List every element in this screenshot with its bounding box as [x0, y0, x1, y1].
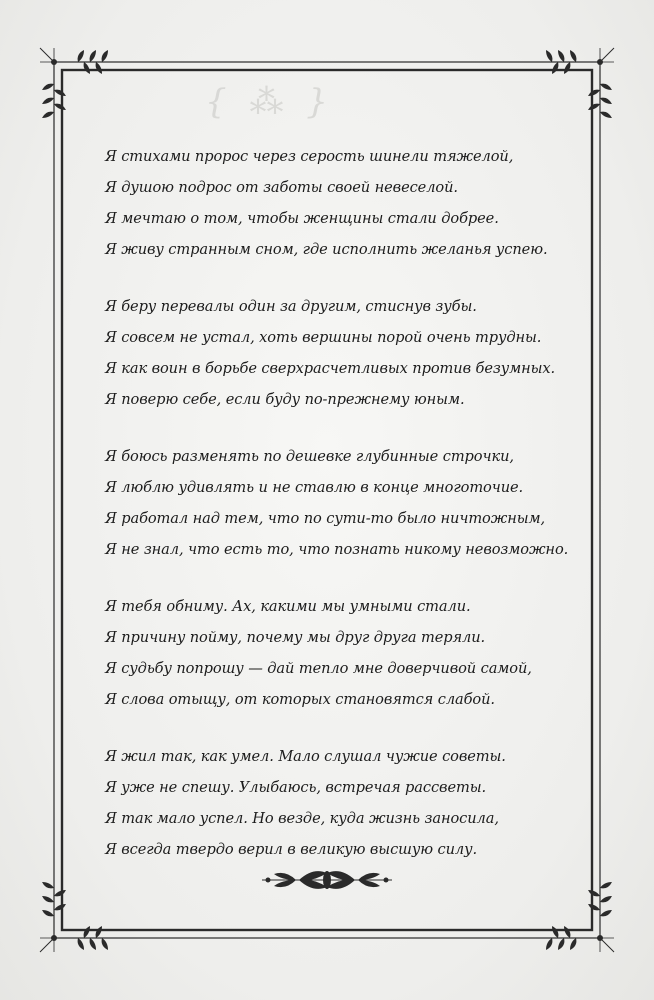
- stanza: [105, 441, 575, 565]
- stanza: [105, 141, 575, 265]
- poem-line: Я поверю себе, если буду по-прежнему юным.: [105, 391, 465, 408]
- poem-line: Я слова отыщу, от которых становятся слабой.: [105, 691, 495, 708]
- poem-line: Я как воин в борьбе сверхрасчетливых против безумных.: [105, 360, 556, 377]
- corner-leaf-top-right: [546, 50, 612, 118]
- poem-line: Я живу странным сном, где исполнить желанья успею.: [105, 241, 548, 258]
- poem-line: Я не знал, что есть то, что познать никому невозможно.: [105, 541, 569, 558]
- poem-line: Я уже не спешу. Улыбаюсь, встречая рассветы.: [105, 779, 487, 796]
- poem-line: Я судьбу попрошу — дай тепло мне доверчивой самой,: [105, 660, 532, 677]
- poem-line: Я беру перевалы один за другим, стиснув зубы.: [105, 298, 477, 315]
- poem-line: Я совсем не устал, хоть вершины порой очень трудны.: [105, 329, 542, 346]
- stanza: [105, 741, 575, 865]
- poem-line: Я стихами пророс через серость шинели тяжелой,: [105, 148, 514, 165]
- poem-line: Я люблю удивлять и не ставлю в конце многоточие.: [105, 479, 524, 496]
- stanza: [105, 291, 575, 415]
- poem-line: Я боюсь разменять по дешевке глубинные строчки,: [105, 448, 514, 465]
- poem-line: Я работал над тем, что по сути-то было ничтожным,: [105, 510, 546, 527]
- poem-line: Я причину пойму, почему мы друг друга теряли.: [105, 629, 486, 646]
- poem-line: Я всегда твердо верил в великую высшую силу.: [105, 841, 478, 858]
- poem-line: Я тебя обниму. Ах, какими мы умными стали.: [105, 598, 471, 615]
- bleed-through-text: { ⁂ }: [205, 82, 334, 122]
- poem-line: Я мечтаю о том, чтобы женщины стали добрее.: [105, 210, 499, 227]
- poem-line: Я душою подрос от заботы своей невеселой.: [105, 179, 458, 196]
- stanza: [105, 591, 575, 715]
- poem-line: Я так мало успел. Но везде, куда жизнь заносила,: [105, 810, 499, 827]
- corner-leaf-top-left: [42, 50, 108, 118]
- poem: [105, 141, 575, 891]
- poem-line: Я жил так, как умел. Мало слушал чужие советы.: [105, 748, 506, 765]
- corner-leaf-bottom-right: [546, 882, 612, 950]
- corner-leaf-bottom-left: [42, 882, 108, 950]
